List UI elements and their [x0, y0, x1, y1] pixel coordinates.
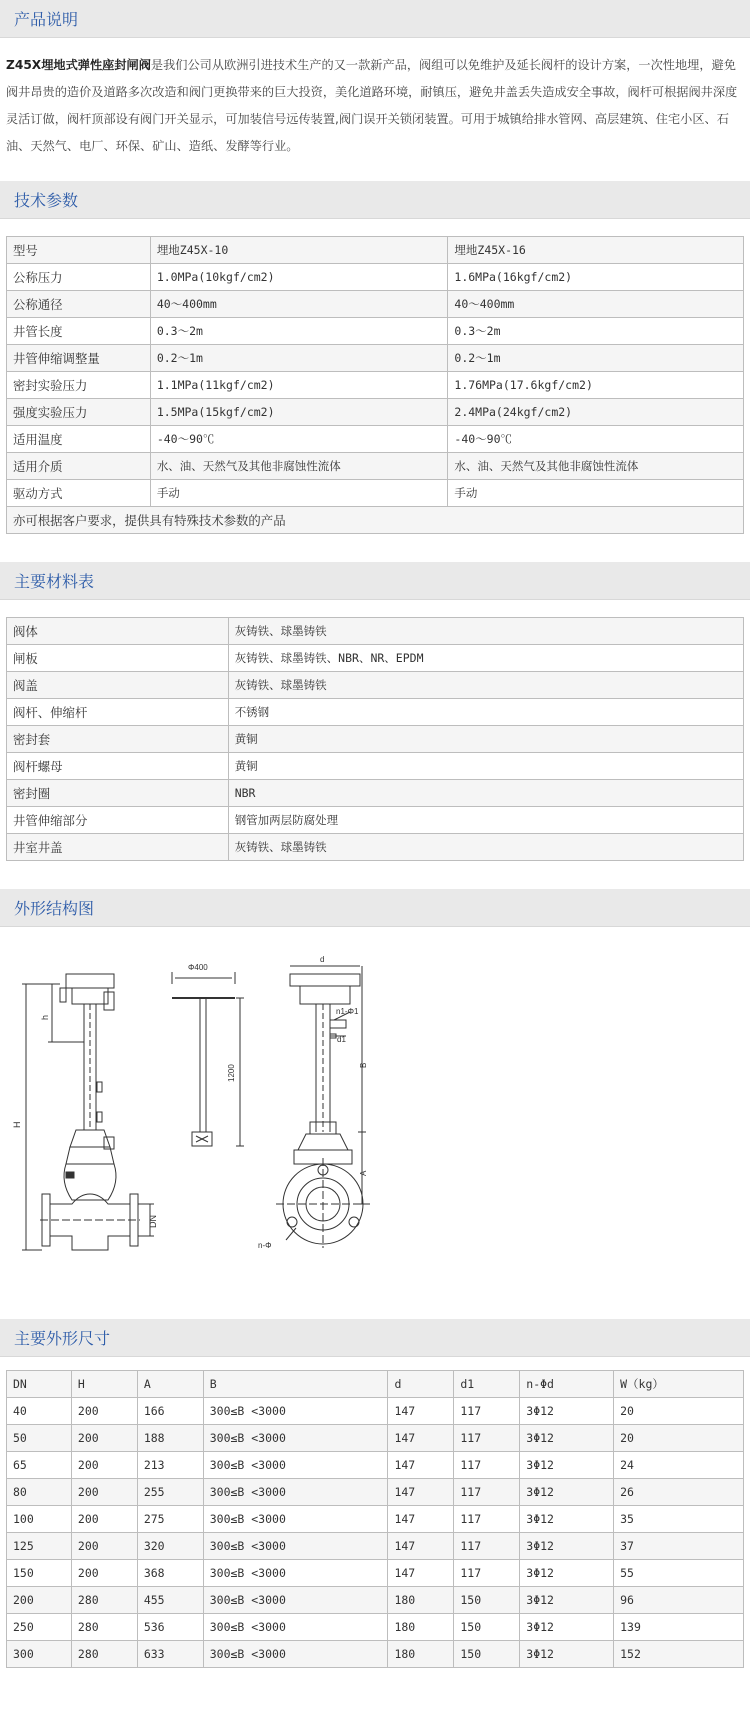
table-cell: 180: [388, 1587, 454, 1614]
table-cell: A: [137, 1371, 203, 1398]
table-cell: 300≤B <3000: [203, 1398, 388, 1425]
table-row: [7, 618, 744, 645]
description-text: 是我们公司从欧洲引进技术生产的又一款新产品，阀组可以免维护及延长阀杆的设计方案，一次性地埋，避免阀井昂贵的造价及道路多次改造和阀门更换带来的巨大投资，美化道路环境，耐镇压，避免井盖丢失造成安全事故，阀杆可根据阀井深度灵活订做，阀杆顶部设有阀门开关显示，可加装信号远传装置,阀门误开关锁闭装置。可用于城镇给排水管网、高层建筑、住宅小区、石油、天然气、电厂、环保、矿山、造纸、发酵等行业。: [6, 58, 738, 153]
table-cell: 200: [7, 1587, 72, 1614]
table-row: [7, 645, 744, 672]
table-cell: 200: [71, 1425, 137, 1452]
table-cell: 275: [137, 1506, 203, 1533]
section-header-drawing: [0, 889, 750, 927]
table-cell: 300: [7, 1641, 72, 1668]
table-cell: 40～400mm: [150, 291, 448, 318]
table-cell: DN: [7, 1371, 72, 1398]
table-cell: 亦可根据客户要求，提供具有特殊技术参数的产品: [7, 507, 744, 534]
table-cell: 200: [71, 1452, 137, 1479]
section-title: 技术参数: [14, 191, 79, 210]
table-cell: 不锈钢: [228, 699, 743, 726]
table-cell: 150: [454, 1641, 520, 1668]
key-rod-view: [172, 972, 244, 1146]
table-cell: 密封套: [7, 726, 229, 753]
table-cell: W（kg）: [614, 1371, 744, 1398]
table-cell: 井室井盖: [7, 834, 229, 861]
table-cell: 300≤B <3000: [203, 1479, 388, 1506]
table-cell: 黄铜: [228, 726, 743, 753]
table-cell: 117: [454, 1452, 520, 1479]
table-row: [7, 1641, 744, 1668]
table-cell: 35: [614, 1506, 744, 1533]
table-row: [7, 1587, 744, 1614]
table-cell: 3Φ12: [520, 1533, 614, 1560]
table-cell: 40: [7, 1398, 72, 1425]
table-cell: 300≤B <3000: [203, 1587, 388, 1614]
table-cell: 300≤B <3000: [203, 1425, 388, 1452]
table-cell: 埋地Z45X-10: [150, 237, 448, 264]
table-cell: 200: [71, 1506, 137, 1533]
table-cell: 50: [7, 1425, 72, 1452]
table-cell: 1.5MPa(15kgf/cm2): [150, 399, 448, 426]
table-cell: 井管伸缩调整量: [7, 345, 151, 372]
table-cell: 0.2～1m: [448, 345, 744, 372]
materials-table: [6, 617, 744, 861]
table-cell: 180: [388, 1614, 454, 1641]
table-cell: 200: [71, 1560, 137, 1587]
section-header-materials: [0, 562, 750, 600]
table-cell: 300≤B <3000: [203, 1452, 388, 1479]
table-row: [7, 264, 744, 291]
table-cell: 3Φ12: [520, 1398, 614, 1425]
table-cell: 125: [7, 1533, 72, 1560]
table-cell: 455: [137, 1587, 203, 1614]
table-cell: 密封圈: [7, 780, 229, 807]
table-cell: 公称通径: [7, 291, 151, 318]
table-cell: 150: [454, 1587, 520, 1614]
table-cell: 24: [614, 1452, 744, 1479]
table-cell: -40～90℃: [448, 426, 744, 453]
section-title: 主要外形尺寸: [14, 1329, 111, 1348]
table-row: [7, 318, 744, 345]
table-cell: 150: [454, 1614, 520, 1641]
table-cell: 井管长度: [7, 318, 151, 345]
table-cell: 适用介质: [7, 453, 151, 480]
table-cell: 633: [137, 1641, 203, 1668]
section-title: 产品说明: [14, 10, 79, 29]
table-cell: 147: [388, 1560, 454, 1587]
table-cell: 180: [388, 1641, 454, 1668]
table-cell: 3Φ12: [520, 1587, 614, 1614]
table-cell: 166: [137, 1398, 203, 1425]
table-cell: 250: [7, 1614, 72, 1641]
table-cell: 55: [614, 1560, 744, 1587]
label-n-phi: n-Φ: [258, 1241, 272, 1250]
table-cell: 255: [137, 1479, 203, 1506]
table-cell: 188: [137, 1425, 203, 1452]
label-d: d: [320, 955, 325, 964]
table-cell: 147: [388, 1479, 454, 1506]
table-cell: 手动: [448, 480, 744, 507]
table-cell: H: [71, 1371, 137, 1398]
label-A: A: [359, 1170, 368, 1176]
table-cell: 3Φ12: [520, 1452, 614, 1479]
table-cell: 闸板: [7, 645, 229, 672]
table-row: [7, 672, 744, 699]
table-cell: 0.3～2m: [448, 318, 744, 345]
section-header-tech: [0, 181, 750, 219]
table-cell: 井管伸缩部分: [7, 807, 229, 834]
table-row: [7, 807, 744, 834]
table-row: [7, 780, 744, 807]
table-cell: 1.76MPa(17.6kgf/cm2): [448, 372, 744, 399]
table-row: [7, 399, 744, 426]
table-cell: 40～400mm: [448, 291, 744, 318]
table-row: [7, 1506, 744, 1533]
table-cell: 213: [137, 1452, 203, 1479]
table-row: [7, 237, 744, 264]
table-cell: 300≤B <3000: [203, 1614, 388, 1641]
table-cell: NBR: [228, 780, 743, 807]
section-title: 主要材料表: [14, 572, 95, 591]
table-cell: -40～90℃: [150, 426, 448, 453]
product-name: Z45X埋地式弹性座封闸阀: [6, 58, 151, 72]
table-cell: 26: [614, 1479, 744, 1506]
table-row: [7, 291, 744, 318]
table-cell: 80: [7, 1479, 72, 1506]
table-cell: 阀体: [7, 618, 229, 645]
table-cell: 黄铜: [228, 753, 743, 780]
product-description: [6, 52, 744, 160]
label-phi400: Φ400: [188, 963, 208, 972]
table-cell: 117: [454, 1533, 520, 1560]
table-cell: 117: [454, 1479, 520, 1506]
table-cell: d: [388, 1371, 454, 1398]
table-cell: 96: [614, 1587, 744, 1614]
table-cell: 2.4MPa(24kgf/cm2): [448, 399, 744, 426]
table-cell: 280: [71, 1587, 137, 1614]
table-cell: 300≤B <3000: [203, 1506, 388, 1533]
valve-outline-drawing: [0, 932, 750, 1292]
table-row: [7, 453, 744, 480]
table-cell: 阀杆、伸缩杆: [7, 699, 229, 726]
table-row: [7, 345, 744, 372]
table-row: [7, 1614, 744, 1641]
table-cell: 3Φ12: [520, 1479, 614, 1506]
table-cell: 3Φ12: [520, 1560, 614, 1587]
table-row: [7, 426, 744, 453]
table-row: [7, 1560, 744, 1587]
table-row: [7, 1452, 744, 1479]
table-cell: 阀盖: [7, 672, 229, 699]
table-cell: 3Φ12: [520, 1641, 614, 1668]
section-header-dimensions: [0, 1319, 750, 1357]
table-cell: 300≤B <3000: [203, 1533, 388, 1560]
table-cell: 147: [388, 1533, 454, 1560]
table-cell: 20: [614, 1425, 744, 1452]
table-cell: 300≤B <3000: [203, 1560, 388, 1587]
label-h: h: [40, 1014, 50, 1020]
table-row: [7, 1425, 744, 1452]
dimensions-table: [6, 1370, 744, 1668]
table-cell: 适用温度: [7, 426, 151, 453]
table-cell: 200: [71, 1479, 137, 1506]
table-cell: 公称压力: [7, 264, 151, 291]
label-H: H: [12, 1121, 22, 1128]
table-cell: 147: [388, 1398, 454, 1425]
tech-params-table: [6, 236, 744, 534]
table-cell: d1: [454, 1371, 520, 1398]
table-cell: B: [203, 1371, 388, 1398]
table-cell: 0.2～1m: [150, 345, 448, 372]
table-cell: 3Φ12: [520, 1506, 614, 1533]
table-row: [7, 1533, 744, 1560]
table-cell: 320: [137, 1533, 203, 1560]
table-cell: 1.0MPa(10kgf/cm2): [150, 264, 448, 291]
table-cell: 300≤B <3000: [203, 1641, 388, 1668]
table-cell: 密封实验压力: [7, 372, 151, 399]
table-cell: 1.6MPa(16kgf/cm2): [448, 264, 744, 291]
table-row: [7, 1398, 744, 1425]
table-cell: 200: [71, 1533, 137, 1560]
table-cell: 灰铸铁、球墨铸铁: [228, 618, 743, 645]
label-d1: d1: [337, 1035, 346, 1044]
table-cell: 水、油、天然气及其他非腐蚀性流体: [150, 453, 448, 480]
table-cell: 3Φ12: [520, 1425, 614, 1452]
label-DN: DN: [148, 1215, 158, 1228]
table-row: [7, 699, 744, 726]
table-cell: 147: [388, 1425, 454, 1452]
table-cell: 117: [454, 1506, 520, 1533]
table-cell: 200: [71, 1398, 137, 1425]
table-row: [7, 726, 744, 753]
table-cell: 147: [388, 1452, 454, 1479]
table-cell: 117: [454, 1398, 520, 1425]
table-cell: 0.3～2m: [150, 318, 448, 345]
label-1200: 1200: [227, 1064, 236, 1082]
table-cell: 手动: [150, 480, 448, 507]
table-cell: 117: [454, 1425, 520, 1452]
label-n1-phi1: n1-Φ1: [336, 1007, 359, 1016]
table-cell: 灰铸铁、球墨铸铁: [228, 834, 743, 861]
section-header-intro: [0, 0, 750, 38]
table-cell: 100: [7, 1506, 72, 1533]
table-header-row: [7, 1371, 744, 1398]
label-B: B: [359, 1062, 368, 1068]
table-row: [7, 753, 744, 780]
table-row: [7, 834, 744, 861]
table-cell: n-Φd: [520, 1371, 614, 1398]
table-cell: 埋地Z45X-16: [448, 237, 744, 264]
table-cell: 152: [614, 1641, 744, 1668]
table-cell: 钢管加两层防腐处理: [228, 807, 743, 834]
table-cell: 1.1MPa(11kgf/cm2): [150, 372, 448, 399]
table-cell: 37: [614, 1533, 744, 1560]
table-cell: 水、油、天然气及其他非腐蚀性流体: [448, 453, 744, 480]
table-footer-row: [7, 507, 744, 534]
table-cell: 150: [7, 1560, 72, 1587]
table-cell: 灰铸铁、球墨铸铁: [228, 672, 743, 699]
table-cell: 117: [454, 1560, 520, 1587]
table-cell: 强度实验压力: [7, 399, 151, 426]
table-cell: 型号: [7, 237, 151, 264]
table-cell: 灰铸铁、球墨铸铁、NBR、NR、EPDM: [228, 645, 743, 672]
table-cell: 147: [388, 1506, 454, 1533]
table-cell: 65: [7, 1452, 72, 1479]
table-cell: 3Φ12: [520, 1614, 614, 1641]
table-cell: 280: [71, 1641, 137, 1668]
table-cell: 368: [137, 1560, 203, 1587]
table-cell: 280: [71, 1614, 137, 1641]
section-title: 外形结构图: [14, 899, 95, 918]
table-row: [7, 372, 744, 399]
table-cell: 20: [614, 1398, 744, 1425]
table-cell: 阀杆螺母: [7, 753, 229, 780]
table-cell: 139: [614, 1614, 744, 1641]
table-cell: 536: [137, 1614, 203, 1641]
table-row: [7, 1479, 744, 1506]
table-cell: 驱动方式: [7, 480, 151, 507]
table-row: [7, 480, 744, 507]
